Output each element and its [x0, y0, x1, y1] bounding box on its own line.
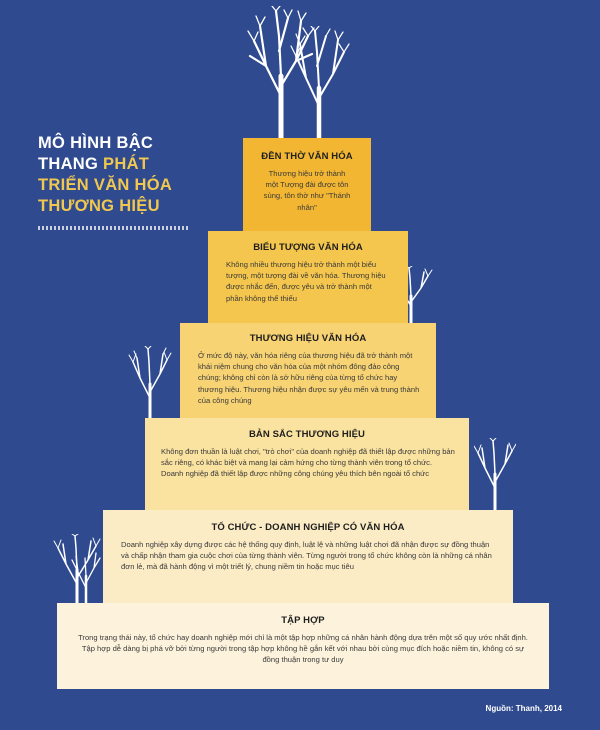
level-description: Không nhiều thương hiệu trở thành một biểu tượng, một tượng đài về văn hóa. Thương hiệu được nhắc đến, được yêu và trở thành một phần không thể thiếu [226, 260, 386, 303]
pyramid-level-culture-shrine [243, 138, 371, 231]
title-line-4: THƯƠNG HIỆU [38, 197, 160, 215]
level-description: Thương hiệu trở thành một Tượng đài được tôn sùng, tôn thờ như "Thánh nhân" [263, 169, 351, 212]
pyramid-level-collection [57, 603, 549, 689]
pyramid-level-culture-brand [180, 323, 436, 418]
level-heading: BẢN SẮC THƯƠNG HIỆU [248, 429, 366, 440]
diagram-title [38, 133, 223, 217]
level-description: Trong trạng thái này, tổ chức hay doanh nghiệp mới chỉ là một tập hợp những cá nhân hành động dựa trên một số quy ước nhất định. Tập hợp dễ dàng bị phá vỡ bởi từng người trong tập hợp không hề gắn kết với nhau bởi cùng mục đích hoặc niềm tin, không có sự đồng thuận trong tư duy [78, 633, 528, 665]
tree-icon [288, 26, 350, 142]
title-divider [38, 226, 188, 230]
level-description: Doanh nghiệp xây dựng được các hệ thống quy định, luật lệ và những luật chơi đã nhận được sự đồng thuận và chấp nhận tham gia cuộc chơi của từng thành viên. Từng người trong tổ chức không còn là những cá nhân đơn lẻ, mà đã hành động vì một triết lý, chung niềm tin hoặc mục tiêu [121, 540, 492, 572]
pyramid-level-brand-identity [145, 418, 469, 510]
pyramid-level-culture-icon [208, 231, 408, 323]
title-line-2-accent: PHÁT [103, 155, 150, 173]
level-heading: BIỂU TƯỢNG VĂN HÓA [253, 242, 363, 253]
level-description: Ở mức độ này, văn hóa riêng của thương hiệu đã trở thành một khái niệm chung cho văn hóa của một nhóm đông đảo công chúng; không chỉ còn là sở hữu riêng của từng tổ chức hay thương hiệu. Thương hiệu nhận được sự yêu mến và trung thành của công chúng [198, 351, 420, 405]
level-heading: TẬP HỢP [281, 615, 325, 626]
level-heading: THƯƠNG HIỆU VĂN HÓA [249, 333, 367, 344]
level-description: Không đơn thuần là luật chơi, "trò chơi" của doanh nghiệp đã thiết lập được những bản sắc riêng, có khác biệt và mang lại cảm hứng cho từng thành viên trong tổ chức. Doanh nghiệp đã thiết lập được những công chúng yêu thích bên ngoài tổ chức [161, 447, 455, 479]
title-line-3: TRIỂN VĂN HÓA [38, 176, 173, 194]
level-heading: TỔ CHỨC - DOANH NGHIỆP CÓ VĂN HÓA [211, 522, 405, 533]
tree-icon [68, 548, 104, 606]
tree-icon [128, 346, 172, 422]
title-line-2 [38, 154, 223, 175]
level-heading: ĐỀN THỜ VĂN HÓA [261, 151, 353, 162]
source-credit: Nguồn: Thanh, 2014 [485, 704, 562, 713]
title-line-2-white: THANG [38, 155, 104, 173]
title-line-1: MÔ HÌNH BẬC [38, 134, 154, 152]
pyramid-level-cultured-organization [103, 510, 513, 603]
tree-icon [474, 438, 516, 512]
